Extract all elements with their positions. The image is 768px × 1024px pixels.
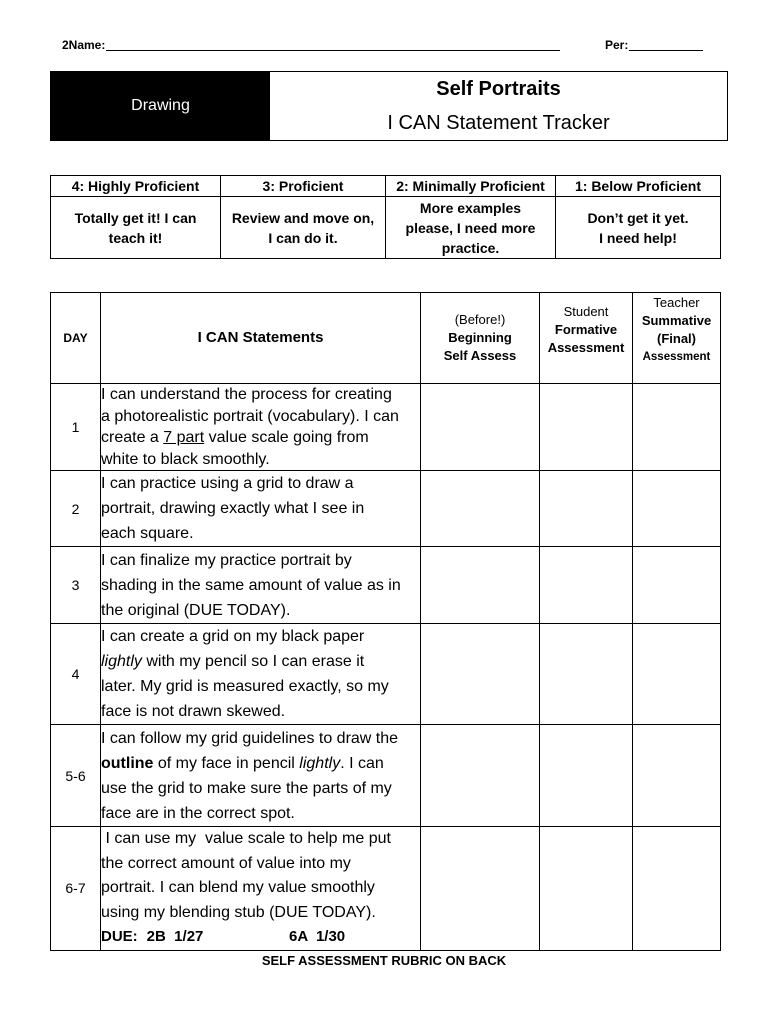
description-line: Don’t get it yet. — [587, 209, 689, 226]
statement-text: with my pencil so I can erase it — [141, 653, 365, 670]
header-line: Student — [563, 304, 609, 319]
due-dates-line — [101, 925, 420, 950]
tracker-header-row — [51, 293, 721, 384]
rubric-description-4 — [51, 197, 221, 259]
title-box — [50, 71, 728, 141]
statements-column-header: I CAN Statements — [101, 293, 421, 384]
statement-line: each square. — [101, 525, 194, 542]
statement-cell — [101, 384, 421, 471]
day-cell: 1 — [51, 384, 101, 471]
header-line: (Before!) — [454, 312, 506, 327]
description-line: practice. — [441, 239, 500, 256]
description-line: Totally get it! I can — [74, 209, 197, 226]
statement-line: face are in the correct spot. — [101, 804, 295, 822]
statement-text: create a — [101, 429, 164, 446]
tracker-row — [51, 547, 721, 624]
student-formative-cell — [540, 725, 633, 827]
tracker-row — [51, 384, 721, 471]
italic-term: lightly — [101, 653, 142, 670]
rubric-level-4: 4: Highly Proficient — [51, 176, 221, 197]
before-self-assess-cell — [421, 547, 540, 624]
statement-line: I can understand the process for creating — [101, 386, 392, 403]
subject-banner — [51, 72, 270, 140]
statement-line — [101, 649, 420, 674]
statement-tracker-table — [50, 292, 721, 951]
statement-line: white to black smoothly. — [101, 450, 270, 468]
period-blank-line — [629, 50, 703, 51]
student-formative-cell — [540, 624, 633, 725]
statement-line: face is not drawn skewed. — [101, 703, 286, 720]
student-formative-header — [540, 293, 633, 384]
statement-line: I can create a grid on my black paper — [101, 628, 365, 645]
statement-line: I can practice using a grid to draw a — [101, 475, 354, 492]
rubric-level-row — [51, 176, 721, 197]
name-blank-line — [106, 50, 560, 51]
before-self-assess-cell — [421, 827, 540, 951]
rubric-description-row — [51, 197, 721, 259]
before-self-assess-cell — [421, 725, 540, 827]
due-date: 6A 1/30 — [289, 928, 346, 946]
teacher-summative-cell — [633, 384, 721, 471]
rubric-description-1 — [556, 197, 721, 259]
description-line: I need help! — [599, 229, 677, 246]
due-date: 2B 1/27 — [146, 928, 204, 946]
before-self-assess-cell — [421, 624, 540, 725]
tracker-row — [51, 725, 721, 827]
statement-line: I can use my value scale to help me put — [101, 830, 391, 847]
rubric-level-3: 3: Proficient — [221, 176, 386, 197]
statement-line: I can finalize my practice portrait by — [101, 551, 352, 569]
statement-line: the original (DUE TODAY). — [101, 601, 291, 619]
before-self-assess-header — [421, 293, 540, 384]
teacher-summative-cell — [633, 725, 721, 827]
page-title: Self Portraits — [436, 78, 561, 100]
day-cell: 6-7 — [51, 827, 101, 951]
bold-term: outline — [101, 754, 154, 772]
tracker-row — [51, 471, 721, 547]
day-cell: 2 — [51, 471, 101, 547]
header-line: Formative — [554, 322, 618, 337]
rubric-description-2 — [386, 197, 556, 259]
tracker-row — [51, 624, 721, 725]
description-line: Review and move on, — [231, 209, 375, 226]
statement-line: portrait, drawing exactly what I see in — [101, 500, 365, 517]
day-cell: 3 — [51, 547, 101, 624]
statement-line: later. My grid is measured exactly, so my — [101, 678, 389, 695]
statement-cell — [101, 725, 421, 827]
statement-line: using my blending stub (DUE TODAY). — [101, 903, 376, 921]
student-formative-cell — [540, 827, 633, 951]
rubric-level-1: 1: Below Proficient — [556, 176, 721, 197]
description-line: More examples — [419, 199, 522, 216]
student-info-line — [62, 37, 712, 55]
header-line: Assessment — [547, 340, 625, 355]
due-label: DUE: — [101, 928, 138, 946]
header-line: Teacher — [653, 295, 700, 310]
statement-cell — [101, 547, 421, 624]
before-self-assess-cell — [421, 384, 540, 471]
description-line: please, I need more — [405, 219, 536, 236]
teacher-summative-cell — [633, 547, 721, 624]
day-cell: 4 — [51, 624, 101, 725]
name-label: 2Name: — [62, 38, 106, 52]
footer-note: SELF ASSESSMENT RUBRIC ON BACK — [261, 953, 507, 968]
before-self-assess-cell — [421, 471, 540, 547]
subject-label: Drawing — [131, 97, 190, 114]
header-line: (Final) — [657, 331, 696, 346]
day-column-header: DAY — [51, 293, 101, 384]
teacher-summative-header — [633, 293, 721, 384]
statement-line: use the grid to make sure the parts of my — [101, 779, 392, 797]
statement-text: . I can — [340, 754, 384, 772]
underlined-term: 7 part — [163, 429, 205, 446]
statement-line: shading in the same amount of value as in — [101, 576, 401, 594]
statement-text: value scale going from — [204, 429, 369, 446]
statement-text: of my face in pencil — [153, 754, 300, 772]
teacher-summative-cell — [633, 624, 721, 725]
student-formative-cell — [540, 471, 633, 547]
teacher-summative-cell — [633, 827, 721, 951]
statement-line — [101, 751, 420, 776]
proficiency-rubric-table — [50, 175, 721, 259]
statement-line: portrait. I can blend my value smoothly — [101, 879, 375, 897]
statement-cell — [101, 471, 421, 547]
description-line: teach it! — [108, 229, 163, 246]
header-line: Beginning — [448, 330, 512, 345]
day-cell: 5-6 — [51, 725, 101, 827]
title-panel — [270, 72, 727, 140]
statement-line: I can follow my grid guidelines to draw the — [101, 729, 399, 747]
description-line: I can do it. — [268, 229, 338, 246]
statement-line — [101, 427, 420, 449]
tracker-row — [51, 827, 721, 951]
statement-line: the correct amount of value into my — [101, 854, 351, 872]
header-line: Summative — [641, 313, 712, 328]
student-formative-cell — [540, 384, 633, 471]
header-line: Self Assess — [443, 348, 517, 363]
statement-cell — [101, 827, 421, 951]
statement-line: a photorealistic portrait (vocabulary). I can — [101, 407, 399, 425]
rubric-description-3 — [221, 197, 386, 259]
teacher-summative-cell — [633, 471, 721, 547]
rubric-level-2: 2: Minimally Proficient — [386, 176, 556, 197]
header-line: Assessment — [642, 351, 711, 363]
page-subtitle: I CAN Statement Tracker — [387, 112, 610, 134]
statement-cell — [101, 624, 421, 725]
period-label: Per: — [605, 38, 629, 52]
italic-term: lightly — [299, 754, 341, 772]
student-formative-cell — [540, 547, 633, 624]
